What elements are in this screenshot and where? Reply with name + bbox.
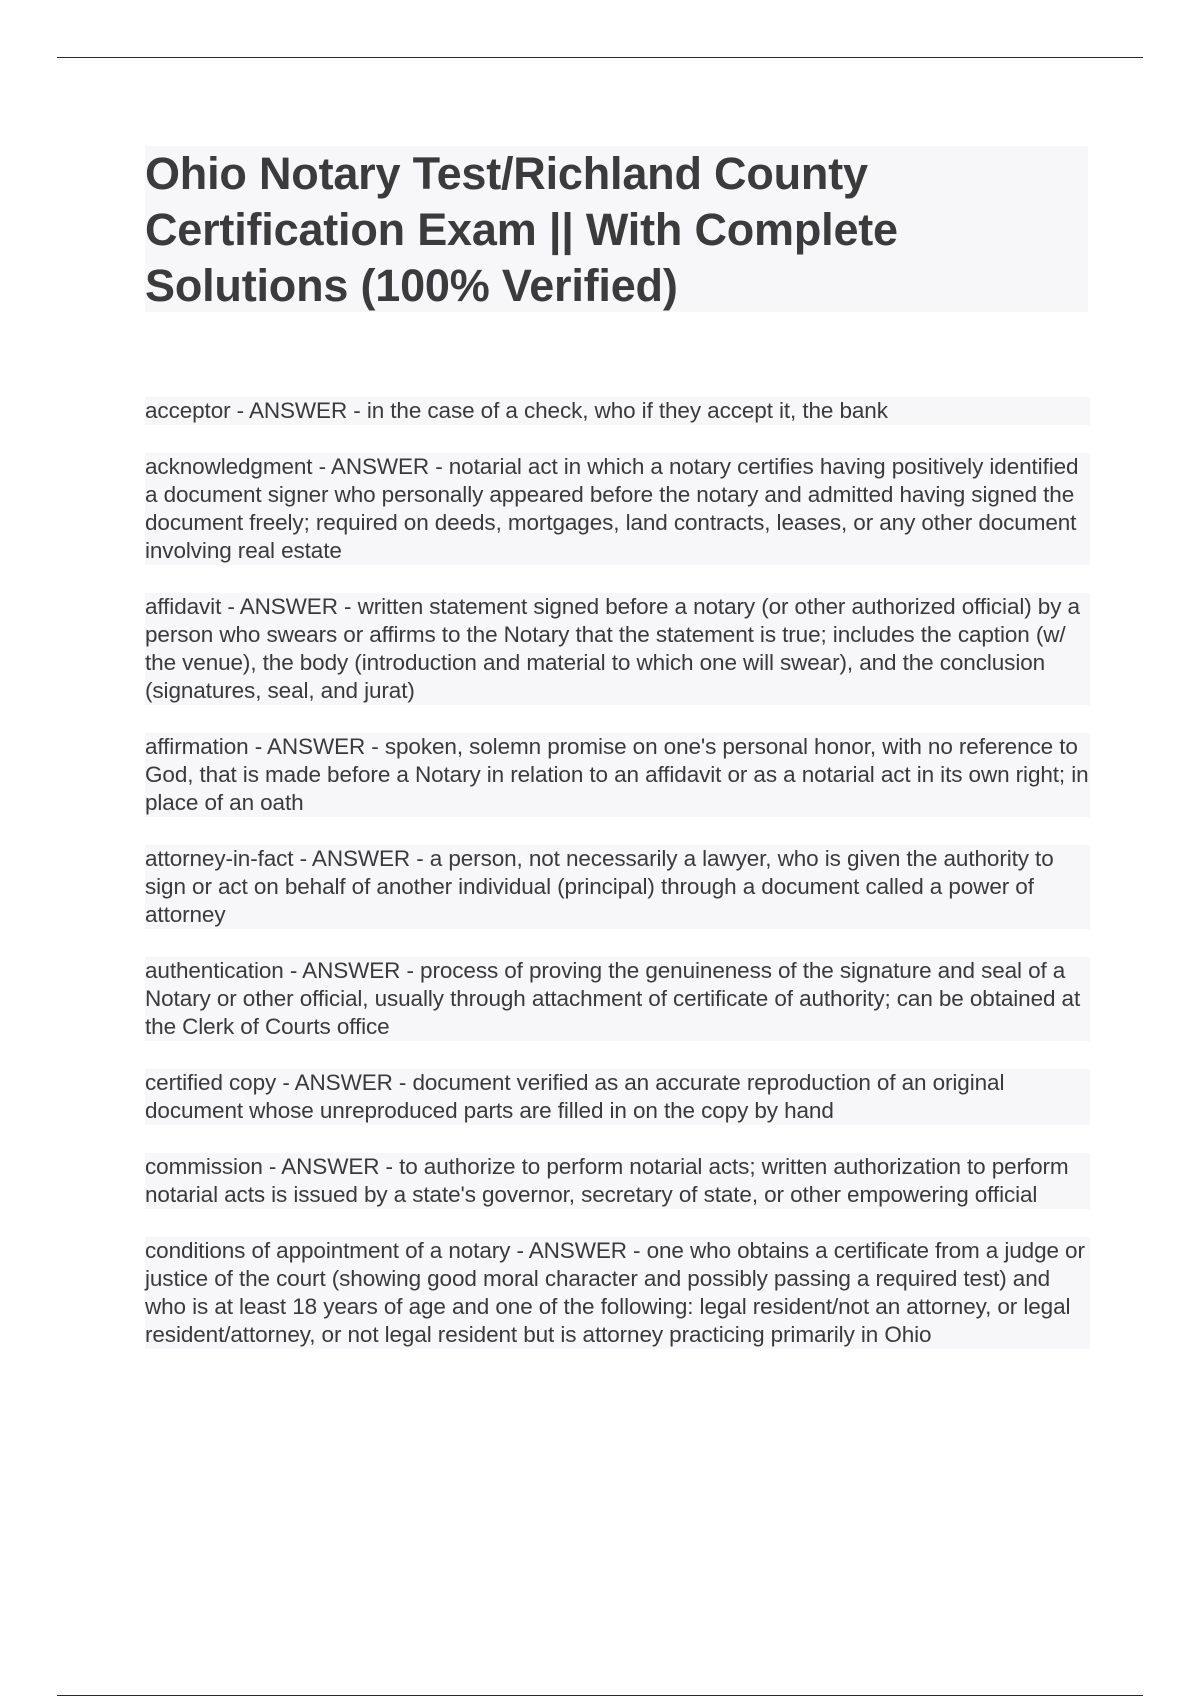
entry-separator: - ANSWER -: [283, 958, 421, 983]
list-item: [145, 453, 1090, 565]
entry-separator: - ANSWER -: [248, 734, 385, 759]
entry-separator: - ANSWER -: [230, 398, 367, 423]
entry-definition: document verified as an accurate reproduction of an original document whose unreproduced parts are filled in on the copy by hand: [145, 1070, 1005, 1123]
top-rule: [57, 57, 1143, 58]
entry-list: [145, 397, 1090, 1377]
entry-term: acceptor: [145, 398, 231, 423]
title-block: [145, 146, 1088, 312]
entry-term: certified copy: [145, 1070, 277, 1095]
entry-term: acknowledgment: [145, 454, 313, 479]
entry-separator: - ANSWER -: [510, 1238, 647, 1263]
entry-separator: - ANSWER -: [276, 1070, 413, 1095]
document-title: Ohio Notary Test/Richland County Certification Exam || With Complete Solutions (100% Verified): [145, 148, 898, 311]
list-item: [145, 397, 1090, 425]
entry-term: affidavit: [145, 594, 222, 619]
entry-term: attorney-in-fact: [145, 846, 294, 871]
entry-term: conditions of appointment of a notary: [145, 1238, 511, 1263]
bottom-rule: [57, 1695, 1143, 1696]
entry-term: authentication: [145, 958, 284, 983]
entry-separator: - ANSWER -: [312, 454, 449, 479]
entry-definition: one who obtains a certificate from a judge or justice of the court (showing good moral character and possibly passing a required test) and who is at least 18 years of age and one of the following: legal resident/not an attorney, or legal resident/attorney, or not legal resident but is attorney practicing primarily in Ohio: [145, 1238, 1085, 1347]
entry-separator: - ANSWER -: [262, 1154, 400, 1179]
list-item: [145, 845, 1090, 929]
entry-definition: in the case of a check, who if they accept it, the bank: [366, 398, 888, 423]
list-item: [145, 1153, 1090, 1209]
entry-term: affirmation: [145, 734, 249, 759]
entry-definition: to authorize to perform notarial acts; written authorization to perform notarial acts is issued by a state's governor, secretary of state, or other empowering official: [145, 1154, 1069, 1207]
entry-definition: written statement signed before a notary (or other authorized official) by a person who swears or affirms to the Notary that the statement is true; includes the caption (w/ the venue), the body (introduction and material to which one will swear), and the conclusion (signatures, seal, and jurat): [145, 594, 1080, 703]
list-item: [145, 733, 1090, 817]
list-item: [145, 593, 1090, 705]
list-item: [145, 1237, 1090, 1349]
entry-separator: - ANSWER -: [221, 594, 358, 619]
entry-term: commission: [145, 1154, 263, 1179]
entry-definition: process of proving the genuineness of the signature and seal of a Notary or other official, usually through attachment of certificate of authority; can be obtained at the Clerk of Courts office: [145, 958, 1081, 1039]
entry-definition: spoken, solemn promise on one's personal honor, with no reference to God, that is made before a Notary in relation to an affidavit or as a notarial act in its own right; in place of an oath: [145, 734, 1089, 815]
entry-definition: notarial act in which a notary certifies having positively identified a document signer who personally appeared before the notary and admitted having signed the document freely; required on deeds, mortgages, land contracts, leases, or any other document involving real estate: [145, 454, 1079, 563]
entry-definition: a person, not necessarily a lawyer, who is given the authority to sign or act on behalf of another individual (principal) through a document called a power of attorney: [145, 846, 1054, 927]
entry-separator: - ANSWER -: [293, 846, 430, 871]
list-item: [145, 957, 1090, 1041]
list-item: [145, 1069, 1090, 1125]
